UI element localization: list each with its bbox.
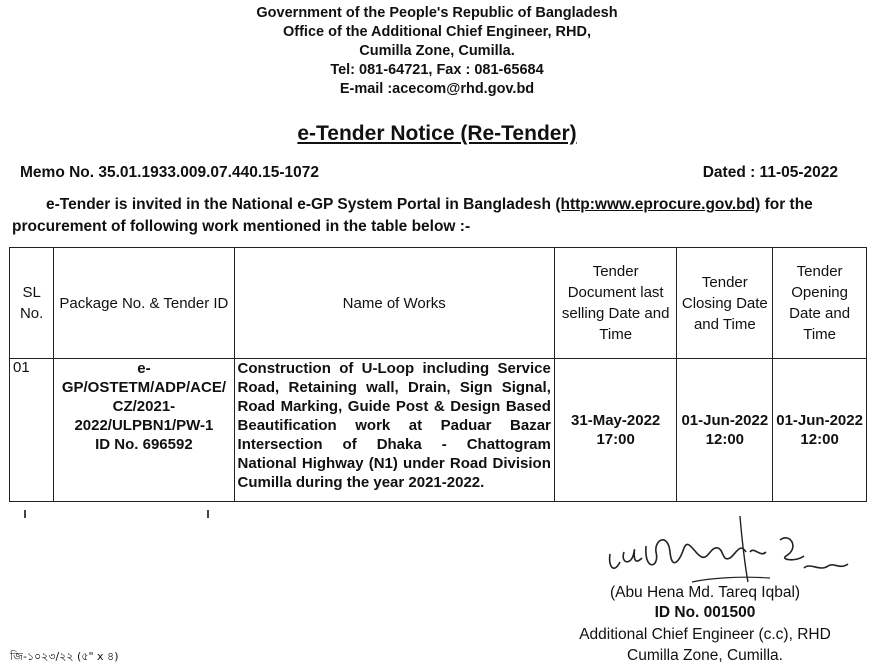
letterhead-line-email: E-mail :acecom@rhd.gov.bd [339, 81, 535, 97]
header-works: Name of Works [234, 248, 554, 359]
header-package: Package No. & Tender ID [54, 248, 234, 359]
cell-closing [677, 359, 773, 502]
tender-table [9, 247, 867, 502]
table-header-row [10, 248, 867, 359]
cell-last-selling [554, 359, 677, 502]
signatory-office: Cumilla Zone, Cumilla. [627, 647, 783, 664]
signatory-designation: Additional Chief Engineer (c.c), RHD [579, 626, 831, 643]
opening-date: 01-Jun-2022 [776, 412, 863, 429]
package-line: 2022/ULPBN1/PW-1 [74, 417, 214, 434]
header-last-selling: Tender Document last selling Date and Time [554, 248, 677, 359]
letterhead-line-zone: Cumilla Zone, Cumilla. [359, 43, 515, 59]
cell-sl: 01 [10, 359, 54, 502]
closing-time: 12:00 [705, 431, 745, 448]
letterhead-line-phone: Tel: 081-64721, Fax : 081-65684 [330, 62, 544, 78]
last-selling-time: 17:00 [596, 431, 635, 448]
letterhead-line-office: Office of the Additional Chief Engineer, RHD, [282, 24, 591, 40]
letterhead [0, 4, 874, 99]
header-sl: SL No. [10, 248, 54, 359]
package-line: e- [137, 360, 151, 377]
package-line: CZ/2021- [112, 398, 176, 415]
cell-package [54, 359, 234, 502]
intro-text-after: for the procurement of following work mentioned in the table below :- [12, 196, 813, 235]
opening-time: 12:00 [800, 431, 839, 448]
letterhead-line-government: Government of the People's Republic of Bangladesh [256, 5, 618, 21]
last-selling-date: 31-May-2022 [571, 412, 661, 429]
eprocure-link[interactable]: (http:www.eprocure.gov.bd) [555, 196, 761, 213]
signatory-name: (Abu Hena Md. Tareq Iqbal) [609, 584, 801, 601]
header-opening: Tender Opening Date and Time [773, 248, 867, 359]
notice-title: e-Tender Notice (Re-Tender) [297, 122, 577, 145]
notice-date: Dated : 11-05-2022 [702, 164, 838, 181]
intro-paragraph [12, 194, 866, 238]
intro-text-before: e-Tender is invited in the National e-GP System Portal in Bangladesh [46, 196, 556, 213]
package-line: GP/OSTETM/ADP/ACE/ [61, 379, 226, 396]
table-tick-mark [207, 510, 209, 518]
memo-number: Memo No. 35.01.1933.009.07.440.15-1072 [20, 164, 320, 181]
table-tick-mark [24, 510, 26, 518]
table-row [10, 359, 867, 502]
signatory-id: ID No. 001500 [654, 604, 756, 621]
cell-opening [773, 359, 867, 502]
print-code: জি-১০২৩/২২ (৫" x ৪) [10, 650, 119, 663]
cell-works: Construction of U-Loop including Service Road, Retaining wall, Drain, Sign Signal, Road Marking, Guide Post & Design Based Beautification work at Paduar Bazar Intersection of Dhaka - Chattogram National Highway (N1) under Road Division Cumilla during the year 2021-2022. [234, 359, 554, 502]
closing-date: 01-Jun-2022 [681, 412, 769, 429]
tender-id: ID No. 696592 [95, 436, 193, 453]
header-closing: Tender Closing Date and Time [677, 248, 773, 359]
